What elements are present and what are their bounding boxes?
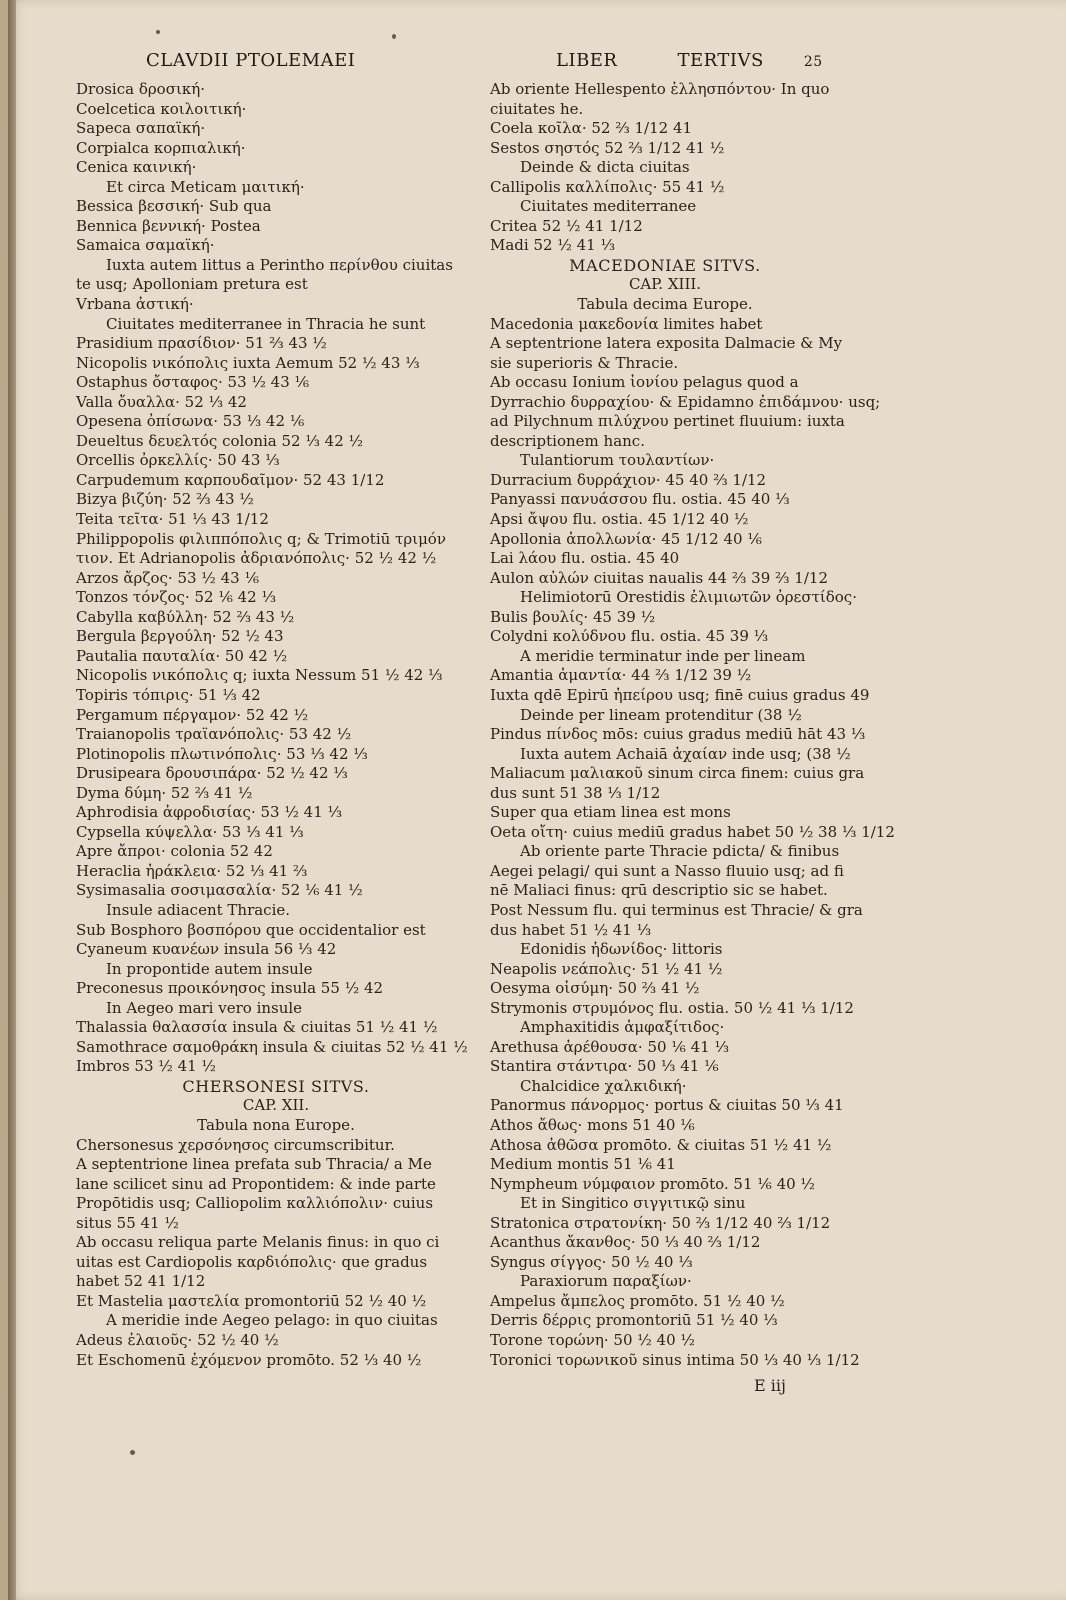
text-line: Toronici τορωνικοῦ sinus intima 50 ⅓ 40 ⅓ 1/12 xyxy=(490,1350,860,1369)
text-line: Traianopolis τραϊανόπολις· 53 42 ½ xyxy=(76,725,352,744)
text-line: Colydni κολύδνου flu. ostia. 45 39 ⅓ xyxy=(490,627,769,646)
text-line: Super qua etiam linea est mons xyxy=(490,803,731,822)
running-head-right xyxy=(490,50,840,80)
text-line: Cabylla καβύλλη· 52 ⅔ 43 ½ xyxy=(76,607,295,626)
text-line: Iuxta autem littus a Perintho περίνθου ciuitas xyxy=(106,255,453,274)
text-line: Deinde & dicta ciuitas xyxy=(520,158,690,177)
text-line: MACEDONIAE SITVS. xyxy=(569,255,761,275)
text-line: Sapeca σαπαϊκή· xyxy=(76,119,206,138)
text-line: Heraclia ἡράκλεια· 52 ⅓ 41 ⅔ xyxy=(76,861,308,880)
text-line: situs 55 41 ½ xyxy=(76,1213,179,1232)
text-line: In propontide autem insule xyxy=(106,959,313,978)
text-line: Stratonica στρατονίκη· 50 ⅔ 1/12 40 ⅔ 1/12 xyxy=(490,1213,831,1232)
running-head-left xyxy=(76,50,476,80)
text-line: Pergamum πέργαμον· 52 42 ½ xyxy=(76,705,309,724)
text-line: Sestos σηστός 52 ⅔ 1/12 41 ½ xyxy=(490,138,725,157)
text-line: Orcellis ὀρκελλίς· 50 43 ⅓ xyxy=(76,451,280,470)
text-line: te usq; Apolloniam pretura est xyxy=(76,275,308,294)
text-line: ciuitates he. xyxy=(490,99,584,118)
text-line: Sub Bosphoro βοσπόρου que occidentalior est xyxy=(76,920,426,939)
text-line: Arzos ἄρζος· 53 ½ 43 ⅙ xyxy=(76,568,260,587)
text-line: Iuxta autem Achaiā ἀχαίαν inde usq; (38 ½ xyxy=(520,744,851,763)
text-line: Tabula nona Europe. xyxy=(197,1115,355,1134)
text-line: Bessica βεσσική· Sub qua xyxy=(76,197,272,216)
text-line: Bennica βεννική· Postea xyxy=(76,216,261,235)
text-line: τιον. Et Adrianopolis ἀδριανόπολις· 52 ½ 42 ½ xyxy=(76,549,437,568)
text-line: Ampelus ἄμπελος promōto. 51 ½ 40 ½ xyxy=(490,1291,785,1310)
text-line: Drosica δροσική· xyxy=(76,80,205,98)
text-line: Corpialca κορπιαλική· xyxy=(76,138,246,157)
text-line: Tulantiorum τουλαντίων· xyxy=(520,451,715,470)
text-line: In Aegeo mari vero insule xyxy=(106,998,303,1017)
text-line: Tonzos τόνζος· 52 ⅙ 42 ⅓ xyxy=(76,588,277,607)
text-line: ad Pilychnum πιλύχνου pertinet fluuium: iuxta xyxy=(490,412,845,431)
text-line: Et circa Meticam μαιτική· xyxy=(106,177,305,196)
text-line: Sysimasalia σοσιμασαλία· 52 ⅙ 41 ½ xyxy=(76,881,363,900)
text-line: Samothrace σαμοθράκη insula & ciuitas 52 ½ 41 ½ xyxy=(76,1037,468,1056)
text-line: Preconesus προικόνησος insula 55 ½ 42 xyxy=(76,979,384,998)
text-line: Durracium δυρράχιον· 45 40 ⅔ 1/12 xyxy=(490,470,767,489)
text-line: Coela κοῖλα· 52 ⅔ 1/12 41 xyxy=(490,119,693,138)
text-line: Panyassi πανυάσσου flu. ostia. 45 40 ⅓ xyxy=(490,490,790,509)
text-line: Ab oriente parte Thracie pdicta/ & finibus xyxy=(520,842,840,861)
text-line: Et Mastelia μαστελία promontoriū 52 ½ 40 ½ xyxy=(76,1291,427,1310)
text-line: uitas est Cardiopolis καρδιόπολις· que gradus xyxy=(76,1252,428,1271)
text-line: Nicopolis νικόπολις iuxta Aemum 52 ½ 43 ⅓ xyxy=(76,353,420,372)
text-line: dus sunt 51 38 ⅓ 1/12 xyxy=(490,783,661,802)
text-line: Bulis βουλίς· 45 39 ½ xyxy=(490,607,656,626)
text-line: Deinde per lineam protenditur (38 ½ xyxy=(520,705,802,724)
text-line: Samaica σαμαϊκή· xyxy=(76,236,215,255)
text-line: Propōtidis usq; Calliopolim καλλιόπολιν· cuius xyxy=(76,1194,434,1213)
text-line: A meridie terminatur inde per lineam xyxy=(520,646,806,665)
text-line: Carpudemum καρπουδαῖμον· 52 43 1/12 xyxy=(76,470,385,489)
text-line: Tabula decima Europe. xyxy=(577,295,753,314)
text-line: Neapolis νεάπολις· 51 ½ 41 ½ xyxy=(490,959,723,978)
text-line: Coelcetica κοιλοιτική· xyxy=(76,99,247,118)
text-line: Insule adiacent Thracie. xyxy=(106,900,291,919)
ink-spot xyxy=(156,30,160,34)
text-line: CHERSONESI SITVS. xyxy=(182,1076,370,1096)
text-line: Oesyma οἰσύμη· 50 ⅔ 41 ½ xyxy=(490,979,700,998)
ink-spot xyxy=(130,1450,135,1455)
text-line: Opesena ὀπίσωνα· 53 ⅓ 42 ⅙ xyxy=(76,412,305,431)
text-line: Bergula βεργούλη· 52 ½ 43 xyxy=(76,627,284,646)
running-head-title: CLAVDII PTOLEMAEI xyxy=(146,50,356,71)
text-line: Drusipeara δρουσιπάρα· 52 ½ 42 ⅓ xyxy=(76,764,348,783)
text-line: Aphrodisia ἀφροδισίας· 53 ½ 41 ⅓ xyxy=(76,803,343,822)
text-line: Imbros 53 ½ 41 ½ xyxy=(76,1057,216,1076)
text-line: Athosa ἀθῶσα promōto. & ciuitas 51 ½ 41 ½ xyxy=(490,1135,832,1154)
text-line: descriptionem hanc. xyxy=(490,431,645,450)
text-line: Amantia ἀμαντία· 44 ⅔ 1/12 39 ½ xyxy=(490,666,752,685)
text-line: Aegei pelagi/ qui sunt a Nasso fluuio usq; ad fi xyxy=(490,861,844,880)
text-line: Ostaphus ὄσταφος· 53 ½ 43 ⅙ xyxy=(76,373,310,392)
text-line: Edonidis ἠδωνίδος· littoris xyxy=(520,940,723,959)
text-line: Vrbana ἀστική· xyxy=(76,295,194,314)
text-line: A septentrione latera exposita Dalmacie & My xyxy=(490,334,843,353)
text-line: Bizya βιζύη· 52 ⅔ 43 ½ xyxy=(76,490,254,509)
text-line: Amphaxitidis ἀμφαξίτιδος· xyxy=(520,1018,725,1037)
text-line: Et in Singitico σιγγιτικῷ sinu xyxy=(520,1194,746,1213)
text-line: Lai λάου flu. ostia. 45 40 xyxy=(490,549,680,568)
text-line: Philippopolis φιλιππόπολις q; & Trimotiū τριμόν xyxy=(76,529,446,548)
text-line: Syngus σίγγος· 50 ½ 40 ⅓ xyxy=(490,1252,693,1271)
text-line: Arethusa ἀρέθουσα· 50 ⅙ 41 ⅓ xyxy=(490,1037,729,1056)
text-line: lane scilicet sinu ad Propontidem: & inde parte xyxy=(76,1174,436,1193)
text-line: Derris δέρρις promontoriū 51 ½ 40 ⅓ xyxy=(490,1311,778,1330)
text-line: Apre ἄπροι· colonia 52 42 xyxy=(76,842,273,861)
page-gutter-edge xyxy=(8,0,16,1600)
text-line: Nicopolis νικόπολις q; iuxta Nessum 51 ½ 42 ⅓ xyxy=(76,666,443,685)
text-line: Topiris τόπιρις· 51 ⅓ 42 xyxy=(76,685,261,704)
text-line: Ciuitates mediterranee xyxy=(520,197,697,216)
right-column-text xyxy=(490,80,895,1370)
text-line: Oeta οἴτη· cuius mediū gradus habet 50 ½ 38 ⅓ 1/12 xyxy=(490,822,895,841)
text-line: Deueltus δευελτός colonia 52 ⅓ 42 ½ xyxy=(76,431,364,450)
text-line: Maliacum μαλιακοῦ sinum circa finem: cuius gra xyxy=(490,764,865,783)
text-line: Medium montis 51 ⅙ 41 xyxy=(490,1155,676,1174)
text-line: A meridie inde Aegeo pelago: in quo ciuitas xyxy=(106,1311,438,1330)
text-line: Ab occasu reliqua parte Melanis finus: in quo ci xyxy=(76,1233,440,1252)
text-line: Ciuitates mediterranee in Thracia he sunt xyxy=(106,314,426,333)
text-line: Cypsella κύψελλα· 53 ⅓ 41 ⅓ xyxy=(76,822,304,841)
text-line: Dyrrachio δυρραχίου· & Epidamno ἐπιδάμνου· usq; xyxy=(490,392,881,411)
text-line: Post Nessum flu. qui terminus est Thracie/ & gra xyxy=(490,900,863,919)
text-line: Et Eschomenū ἐχόμενον promōto. 52 ⅓ 40 ½ xyxy=(76,1350,422,1369)
text-line: Prasidium πρασίδιον· 51 ⅔ 43 ½ xyxy=(76,334,327,353)
text-line: Madi 52 ½ 41 ⅓ xyxy=(490,236,616,255)
text-line: Adeus ἐλαιοῦς· 52 ½ 40 ½ xyxy=(76,1331,279,1349)
text-line: Thalassia θαλασσία insula & ciuitas 51 ½ 41 ½ xyxy=(76,1018,438,1037)
text-line: Paraxiorum παραξίων· xyxy=(520,1272,692,1291)
text-line: Helimiotorū Orestidis ἐλιμιωτῶν ὀρεστίδος· xyxy=(520,588,857,607)
text-line: sie superioris & Thracie. xyxy=(490,353,679,372)
text-line: Dyma δύμη· 52 ⅔ 41 ½ xyxy=(76,783,253,802)
text-line: Athos ἄθως· mons 51 40 ⅙ xyxy=(490,1115,695,1134)
right-column xyxy=(490,50,895,1370)
text-line: Nympheum νύμφαιον promōto. 51 ⅙ 40 ½ xyxy=(490,1174,815,1193)
book-page xyxy=(8,0,1066,1600)
text-line: Plotinopolis πλωτινόπολις· 53 ⅓ 42 ⅓ xyxy=(76,744,368,763)
text-line: dus habet 51 ½ 41 ⅓ xyxy=(490,920,652,939)
text-line: Critea 52 ½ 41 1/12 xyxy=(490,216,643,235)
running-head-book-number: TERTIVS xyxy=(677,50,764,71)
text-line: Cenica καινική· xyxy=(76,158,197,177)
text-line: Apsi ἄψου flu. ostia. 45 1/12 40 ½ xyxy=(490,510,749,529)
text-line: Torone τορώνη· 50 ½ 40 ½ xyxy=(490,1331,695,1349)
text-line: CAP. XIII. xyxy=(628,275,702,294)
text-line: Acanthus ἄκανθος· 50 ⅓ 40 ⅔ 1/12 xyxy=(490,1233,761,1252)
text-line: Chalcidice χαλκιδική· xyxy=(520,1076,687,1095)
text-line: Aulon αὐλών ciuitas naualis 44 ⅔ 39 ⅔ 1/12 xyxy=(490,568,828,587)
text-line: Ab occasu Ionium ἰονίου pelagus quod a xyxy=(490,373,799,392)
text-line: A septentrione linea prefata sub Thracia/ a Me xyxy=(76,1155,432,1174)
text-line: Macedonia μακεδονία limites habet xyxy=(490,314,763,333)
text-line: Stantira στάντιρα· 50 ⅓ 41 ⅙ xyxy=(490,1057,719,1076)
text-line: Apollonia ἀπολλωνία· 45 1/12 40 ⅙ xyxy=(490,529,762,548)
text-line: Strymonis στρυμόνος flu. ostia. 50 ½ 41 ⅓ 1/12 xyxy=(490,998,854,1017)
text-line: habet 52 41 1/12 xyxy=(76,1272,206,1291)
text-line: Iuxta qdē Epirū ἠπείρου usq; finē cuius gradus 49 xyxy=(490,685,870,704)
left-column-text xyxy=(76,80,476,1370)
left-column xyxy=(76,50,476,1370)
running-head-book: LIBER xyxy=(556,50,618,71)
text-line: Callipolis καλλίπολις· 55 41 ½ xyxy=(490,177,725,196)
text-line: Pautalia παυταλία· 50 42 ½ xyxy=(76,646,288,665)
ink-spot xyxy=(392,34,396,39)
text-line: Pindus πίνδος mōs: cuius gradus mediū hāt 43 ⅓ xyxy=(490,725,866,744)
text-line: nē Maliaci finus: qrū descriptio sic se habet. xyxy=(490,881,828,900)
text-line: Teita τεῖτα· 51 ⅓ 43 1/12 xyxy=(76,510,269,529)
text-line: Ab oriente Hellespento ἑλλησπόντου· In quo xyxy=(490,80,830,98)
text-line: Panormus πάνορμος· portus & ciuitas 50 ⅓ 41 xyxy=(490,1096,844,1115)
signature-mark: E iij xyxy=(754,1376,786,1395)
text-line: Chersonesus χερσόνησος circumscribitur. xyxy=(76,1135,395,1154)
text-line: Cyaneum κυανέων insula 56 ⅓ 42 xyxy=(76,940,337,959)
text-line: CAP. XII. xyxy=(242,1096,310,1115)
folio-number: 25 xyxy=(803,54,823,70)
text-line: Valla ὄυαλλα· 52 ⅓ 42 xyxy=(76,392,247,411)
